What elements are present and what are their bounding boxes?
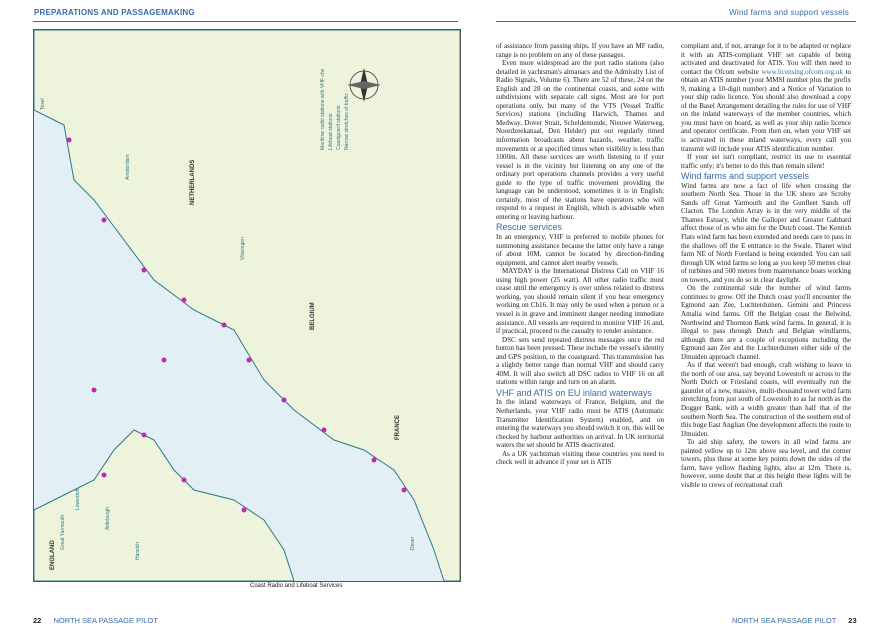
map-label-france: FRANCE (395, 415, 401, 440)
heading-rescue-services: Rescue services (496, 222, 563, 233)
paragraph: As if that weren't bad enough, craft wishing to leave to the north of our area, say beyond Lowestoft or across to the North Dutch or Friesland coasts, will eventually run the gauntlet of a new, massive, multi-thousand tower wind farm stretching from just south of Lowestoft to as far north as the Dogger Bank, with a width greater than half that of the southern North Sea. The construction of the southern end of this huge East Anglian One development affects the route to IJmuiden. (681, 361, 851, 438)
map-label-dover: Dover (410, 536, 416, 550)
paragraph-text: to obtain an ATIS number (your MMSI number plus the prefix 9, making a 10-digit number) and a Notice of Variation to your ship radio licence. You should also download a copy of the Basel Arrangement detailing the rules for use of VHF on the inland waterways of the member countries, which you must have on board, as well as your ship radio licence and operator certificate. From then on, when your VHF set is activated in these inland waterways, every call you transmit will include your ATIS identification number. (681, 67, 852, 153)
paragraph: As a UK yachtsman visiting these countries you need to check well in advance if your set is ATIS (496, 449, 664, 467)
map-label-harwich: Harwich (135, 541, 141, 560)
paragraph: Wind farms are now a fact of life when crossing the southern North Sea. Those in the UK shore are Scroby Sands off Great Yarmouth and the Gunfleet Sands off Clacton. The London Array is in the very middle of the Thames Estuary, while the Galloper and Greater Gabbard affect those of us who aim for the Dutch coast. The Kentish Flats wind farm has been extended and needs care to pass in the shallows off the E entrance to the Swale. Thanet wind farm NE of North Foreland is being extended. You can sail through UK wind farms so long as you keep 50 metres clear of turbines and 500 metres from maintenance boats working on towers, and you do so in clear daylight. (681, 181, 851, 284)
paragraph: of assistance from passing ships. If you have an MF radio, range is no problem on any of these passages. (496, 42, 664, 59)
text-column-2 (681, 42, 851, 489)
text-column-1 (496, 42, 664, 467)
ofcom-link: www.licensing.ofcom.org.uk (761, 67, 843, 76)
footer-right (732, 616, 857, 625)
paragraph: In an emergency, VHF is preferred to mobile phones for summoning assistance because the latter only have a range of about 10M, cannot be located by direction-finding equipment, and cannot alert nearby vessels. (496, 233, 664, 267)
legend-lifeboat: Lifeboat stations (328, 113, 334, 150)
map-label-vlissingen: Vlissingen (240, 237, 246, 260)
header-rule-right (496, 21, 856, 22)
heading-wind-farms: Wind farms and support vessels (681, 171, 810, 182)
map-label-aldeburgh: Aldeburgh (105, 507, 111, 530)
map-label-great-yarmouth: Great Yarmouth (60, 514, 66, 550)
paragraph: On the continental side the number of wind farms continues to grow. Off the Dutch coast you'll encounter the Egmond aan Zee, Luchterduinen, Gemini and Princess Amalia wind farms. Off the Belgian coast the Belwind, Northwind and Thornton Bank wind farms. In general, it is illegal to pass through Dutch and Belgian windfarms, although there are a couple of exceptions including the Egmond aan Zee and the Luchterduinen either side of the IJmuiden approach channel. (681, 284, 851, 361)
paragraph-text: compliant and, if not, arrange for it to be adapted or replace it with an ATIS-compliant VHF set capable of being activated and deactivated for ATIS. You will then need to contact the Ofcom website (681, 42, 851, 76)
map-label-texel: Texel (40, 98, 46, 110)
paragraph: MAYDAY is the International Distress Call on VHF 16 using high power (25 watt). All other radio traffic must cease until the emergency is over unless related to distress working, you should remain silent if you hear emergency working on Ch16. It may only be used when a person or a vessel is in grave and imminent danger needing immediate assistance. All vessels are required to monitor VHF 16 and, if practical, proceed to the casualty to render assistance. (496, 267, 664, 336)
map-label-lowestoft: Lowestoft (75, 488, 81, 510)
running-header-left: PREPARATIONS AND PASSAGEMAKING (34, 8, 195, 17)
page-number-left: 22 (33, 616, 42, 625)
legend-radio: Maritime radio stations with VHF chs (320, 68, 326, 150)
running-header-right: Wind farms and support vessels (729, 8, 849, 17)
map-svg (34, 30, 460, 581)
footer-book-title-left: NORTH SEA PASSAGE PILOT (53, 616, 158, 625)
heading-vhf-atis: VHF and ATIS on EU inland waterways (496, 387, 652, 398)
paragraph: Even more widespread are the port radio stations (also detailed in yachtsman's almanacs and the Admiralty List of Radio Signals, Volume 6). There are 52 of these, 24 on the English and 28 on the continental coasts, and some with subdivisions with separate call signs. Most are for port operations only, but many of the VTS (Vessel Traffic Services) stations (including Harwich, Thames and Medway, Dover Strait, Scheldemonde, Nieuwe Waterweg, Noordzeekanaal, Den Helder) put out regularly timed information broadcasts about hazards, weather, traffic movements or at specified times when visibility is less than 1000m. All these services are worth listening to if your vessel is in the vicinity but listening on any one of the ordinary port operations channels provides a very useful guide to the type of traffic movement providing the language can be understood, sometimes it is in English; certainly, most of the stations have operators who will respond to a request in English, which is advisable when entering or leaving harbour. (496, 59, 664, 221)
page-number-right: 23 (848, 616, 857, 625)
map-label-england: ENGLAND (50, 540, 56, 570)
paragraph: To aid ship safety, the towers in all wind farms are painted yellow up to 12m above sea level, and the corner towers, plus those at some key points down the sides of the farm, have yellow flashing lights, also at 12m. There is, however, some doubt that at this height these lights will be visible to crews of recreational craft (681, 438, 851, 489)
legend-coastguard: Coastguard stations (336, 105, 342, 150)
map-label-belgium: BELGIUM (310, 302, 316, 330)
coast-radio-map (33, 29, 461, 582)
header-rule-left (33, 21, 458, 22)
map-caption: Coast Radio and Lifeboat Services (250, 583, 343, 589)
paragraph: If your set isn't compliant, restrict its use to essential traffic only; it's better to do this than remain silent! (681, 153, 851, 170)
paragraph: DSC sets send repeated distress messages once the red button has been pressed. These include the vessel's identity and GPS position, to the coastguard. This transmission has a slightly better range than normal VHF and should carry 40M. It will also switch all DSC radios to VHF 16 on all stations within range and turn on an alarm. (496, 335, 664, 387)
footer-left (33, 616, 158, 625)
paragraph (681, 42, 851, 153)
map-label-amsterdam: Amsterdam (125, 154, 131, 180)
map-label-netherlands: NETHERLANDS (190, 159, 196, 205)
footer-book-title-right: NORTH SEA PASSAGE PILOT (732, 616, 837, 625)
paragraph: In the inland waterways of France, Belgium, and the Netherlands, your VHF radio must be ATIS (Automatic Transmitter Identification System) enabled, and on entering the waterways you should switch it on, this will be checked by harbour authorities on arrival. In UK territorial waters the set should be ATIS deactivated. (496, 398, 664, 450)
legend-traffic: Narrow stretches of traffic (344, 93, 350, 150)
